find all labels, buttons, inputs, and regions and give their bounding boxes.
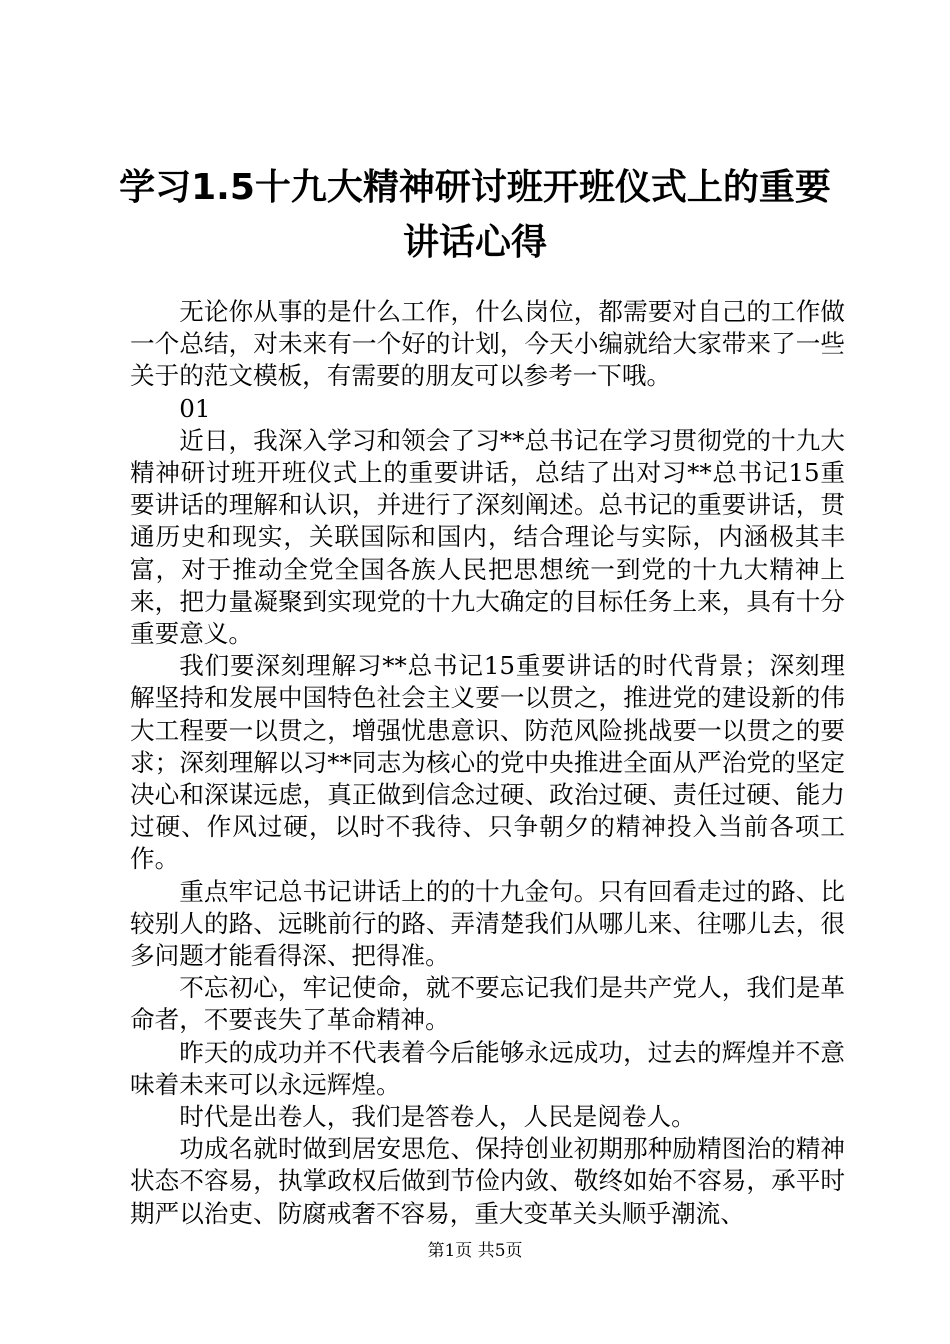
page-title: 学习1.5十九大精神研讨班开班仪式上的重要讲话心得 — [119, 167, 831, 263]
paragraph: 我们要深刻理解习**总书记15重要讲话的时代背景；深刻理解坚持和发展中国特色社会主义要一以贯之，推进党的建设新的伟大工程要一以贯之，增强忧患意识、防范风险挑战要一以贯之的要求；深刻理解以习**同志为核心的党中央推进全面从严治党的坚定决心和深谋远虑，真正做到信念过硬、政治过硬、责任过硬、能力过硬、作风过硬，以时不我待、只争朝夕的精神投入当前各项工作。 — [130, 651, 845, 874]
paragraph: 功成名就时做到居安思危、保持创业初期那种励精图治的精神状态不容易，执掌政权后做到节俭内敛、敬终如始不容易，承平时期严以治吏、防腐戒奢不容易，重大变革关头顺乎潮流、 — [130, 1134, 845, 1228]
paragraph: 昨天的成功并不代表着今后能够永远成功，过去的辉煌并不意味着未来可以永远辉煌。 — [130, 1037, 845, 1099]
paragraph: 时代是出卷人，我们是答卷人，人民是阅卷人。 — [179, 1102, 696, 1132]
document-body — [130, 296, 845, 1230]
page-footer: 第1页 共5页 — [427, 1241, 523, 1261]
paragraph: 不忘初心，牢记使命，就不要忘记我们是共产党人，我们是革命者，不要丧失了革命精神。 — [130, 973, 845, 1035]
section-number: 01 — [179, 393, 211, 423]
paragraph-intro: 无论你从事的是什么工作，什么岗位，都需要对自己的工作做一个总结，对未来有一个好的计划，今天小编就给大家带来了一些关于的范文模板，有需要的朋友可以参考一下哦。 — [130, 297, 845, 391]
paragraph: 重点牢记总书记讲话上的的十九金句。只有回看走过的路、比较别人的路、远眺前行的路、弄清楚我们从哪儿来、往哪儿去，很多问题才能看得深、把得准。 — [130, 876, 845, 971]
paragraph: 近日，我深入学习和领会了习**总书记在学习贯彻党的十九大精神研讨班开班仪式上的重要讲话，总结了出对习**总书记15重要讲话的理解和认识，并进行了深刻阐述。总书记的重要讲话，贯通历史和现实，关联国际和国内，结合理论与实际，内涵极其丰富，对于推动全党全国各族人民把思想统一到党的十九大精神上来，把力量凝聚到实现党的十九大确定的目标任务上来，具有十分重要意义。 — [130, 425, 845, 649]
